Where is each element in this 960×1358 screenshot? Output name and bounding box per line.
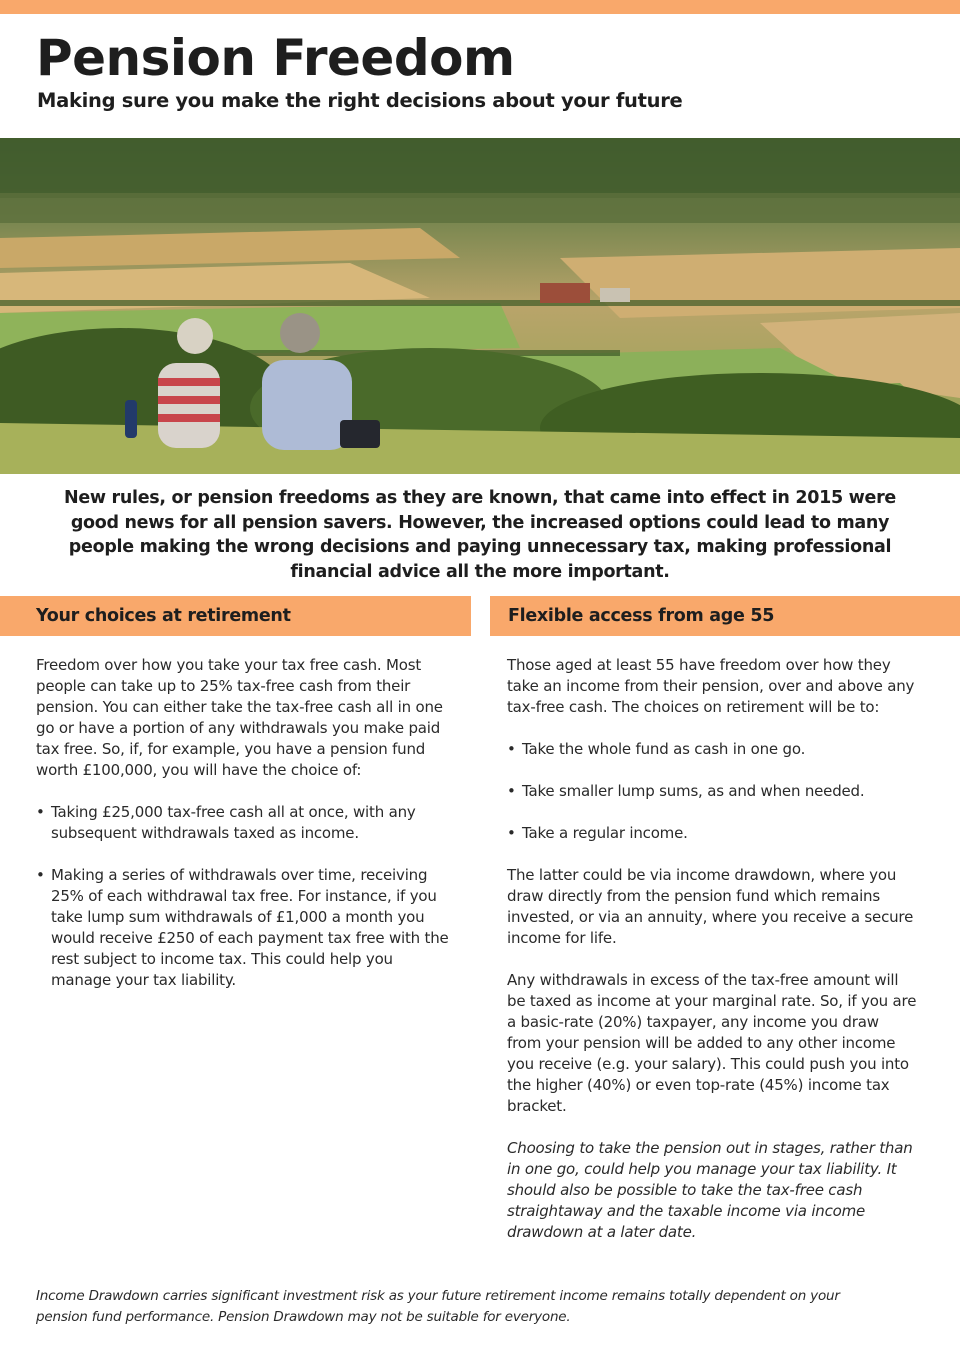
list-item: [507, 739, 917, 760]
italic-note: Choosing to take the pension out in stages, rather than in one go, could help you manage your tax liability. It should also be possible to take the tax-free cash straightaway and the taxable income via income drawdown at a later date.: [507, 1139, 913, 1241]
list-item-text: Take the whole fund as cash in one go.: [522, 740, 806, 758]
bullet-icon: •: [507, 740, 516, 758]
list-item: [36, 802, 456, 844]
risk-disclaimer: Income Drawdown carries significant investment risk as your future retirement income remains totally dependent on your pension fund performance. Pension Drawdown may not be suitable for everyone.: [36, 1288, 840, 1325]
list-item-text: Making a series of withdrawals over time, receiving 25% of each withdrawal tax free. For instance, if you take lump sum withdrawals of £1,000 a month you would receive £250 of each payment tax free with the rest subject to income tax. This could help you manage your tax liability.: [51, 866, 449, 989]
bullet-icon: •: [507, 824, 516, 842]
page-title: Pension Freedom: [36, 29, 515, 87]
body-paragraph: Those aged at least 55 have freedom over how they take an income from their pension, over and above any tax-free cash. The choices on retirement will be to:: [507, 656, 915, 716]
page-subtitle: Making sure you make the right decisions about your future: [37, 89, 683, 112]
list-item-text: Take a regular income.: [522, 824, 688, 842]
body-paragraph: Freedom over how you take your tax free cash. Most people can take up to 25% tax-free cash from their pension. You can either take the tax-free cash all in one go or have a portion of any withdrawals you make paid tax free. So, if, for example, you have a pension fund worth £100,000, you will have the choice of:: [36, 656, 443, 779]
bullet-icon: •: [36, 803, 45, 821]
list-item-text: Take smaller lump sums, as and when needed.: [522, 782, 865, 800]
hero-image: [0, 138, 960, 474]
body-paragraph: Any withdrawals in excess of the tax-free amount will be taxed as income at your marginal rate. So, if you are a basic-rate (20%) taxpayer, any income you draw from your pension will be added to any other income you receive (e.g. your salary). This could push you into the higher (40%) or even top-rate (45%) income tax bracket.: [507, 971, 917, 1115]
list-item: [507, 781, 917, 802]
list-item: [507, 823, 917, 844]
body-paragraph: The latter could be via income drawdown, where you draw directly from the pension fund which remains invested, or via an annuity, where you receive a secure income for life.: [507, 866, 914, 947]
bullet-icon: •: [36, 866, 45, 884]
left-column: [36, 655, 456, 1012]
list-item-text: Taking £25,000 tax-free cash all at once, with any subsequent withdrawals taxed as income.: [51, 803, 416, 842]
section-header-flexible-access: [490, 596, 960, 636]
landscape-illustration: [0, 138, 960, 474]
right-column: [507, 655, 917, 1264]
top-accent-bar: [0, 0, 960, 14]
section-title: Your choices at retirement: [36, 606, 291, 626]
section-header-choices: [0, 596, 471, 636]
list-item: [36, 865, 456, 991]
section-title: Flexible access from age 55: [508, 606, 775, 626]
intro-paragraph: New rules, or pension freedoms as they are known, that came into effect in 2015 were good news for all pension savers. However, the increased options could lead to many people making the wrong decisions and paying unnecessary tax, making professional financial advice all the more important.: [63, 488, 897, 582]
bullet-icon: •: [507, 782, 516, 800]
